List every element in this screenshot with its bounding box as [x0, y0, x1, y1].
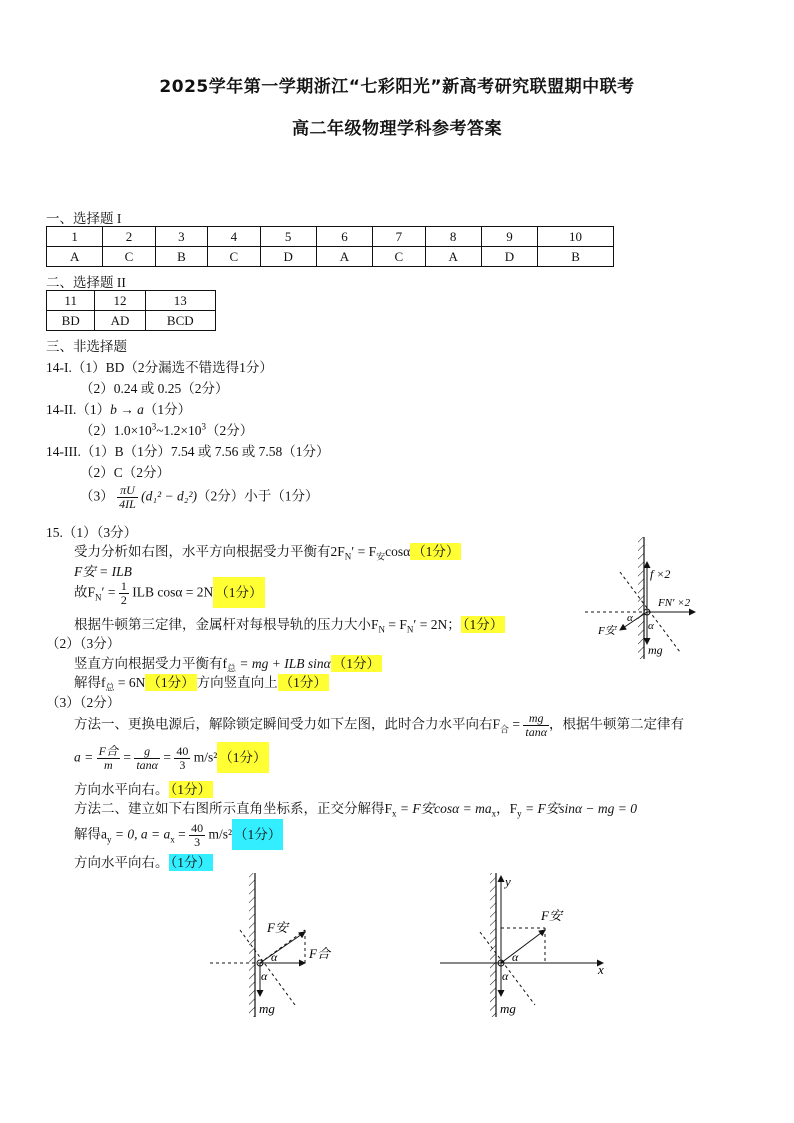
label-alpha: α: [261, 969, 268, 983]
denominator: tanα: [525, 725, 548, 739]
part2-number-row: [47, 291, 216, 311]
subscript: N: [378, 624, 386, 635]
label-fan: F安: [598, 625, 616, 637]
label-y: y: [505, 874, 511, 889]
text-segment: =: [163, 749, 171, 765]
text-segment: 方向水平向右。: [74, 782, 169, 797]
q14-3-line3: [80, 484, 319, 511]
q15-3-line3: [74, 778, 213, 798]
label-x: x: [598, 962, 604, 977]
force-diagram-axes: [435, 870, 615, 1020]
denominator: 3: [179, 758, 186, 772]
text-segment: =: [174, 826, 186, 842]
label-alpha: α: [512, 950, 519, 964]
table-cell: 1: [47, 227, 103, 247]
label-fn2: FN′ ×2: [658, 597, 691, 609]
table-cell: C: [373, 247, 425, 267]
text-segment: = F: [385, 617, 407, 632]
ampere-force-arrow: [260, 932, 305, 963]
table-cell: BCD: [145, 311, 215, 331]
table-cell: 6: [316, 227, 372, 247]
q14-2-line2: [80, 419, 253, 439]
text-segment: ILB cosα = 2N: [132, 584, 214, 600]
text-segment: 受力分析如右图，水平方向根据受力平衡有2F: [74, 544, 345, 559]
text-segment: 竖直方向根据受力平衡有f: [74, 656, 227, 671]
label-fhe: F合: [309, 946, 330, 961]
fraction: [117, 484, 138, 511]
numerator: g: [134, 745, 160, 759]
part3-heading: 三、非选择题: [46, 339, 127, 354]
table-cell: 10: [538, 227, 614, 247]
table-cell: 7: [373, 227, 425, 247]
q15-3-line4: [74, 797, 637, 819]
exam-title: 2025学年第一学期浙江“七彩阳光”新高考研究联盟期中联考: [159, 77, 635, 97]
score-badge: （1分）: [213, 577, 264, 608]
denominator: m: [103, 758, 113, 772]
normal-dashed: [240, 930, 295, 1005]
part1-number-row: [47, 227, 614, 247]
numerator: 40: [176, 744, 189, 758]
table-cell: D: [260, 247, 316, 267]
q15-2-head: （2）（3分）: [46, 636, 121, 651]
subscript: N: [406, 624, 414, 635]
subscript: N: [95, 592, 102, 603]
text-segment: 故F: [74, 584, 96, 600]
score-badge: （1分）: [332, 656, 380, 671]
text-segment: =: [123, 749, 131, 765]
q15-3-head: （3）（2分）: [46, 695, 121, 710]
fraction: [189, 822, 205, 849]
label-fan: F安: [541, 908, 562, 923]
subscript: y: [517, 808, 522, 819]
score-badge: （1分）: [462, 617, 504, 632]
score-badge: （1分）: [170, 855, 211, 870]
denominator: tanα: [136, 758, 158, 772]
table-cell: 11: [47, 291, 95, 311]
table-cell: AD: [95, 311, 145, 331]
score-badge: （1分）: [232, 819, 283, 850]
math-expression: = 0, a = a: [111, 826, 171, 842]
subscript: 总: [227, 663, 237, 674]
q14-1-line1: 14-I.（1）BD（2分漏选不错选得1分）: [46, 360, 273, 375]
numerator: 1: [120, 579, 127, 593]
table-cell: 8: [425, 227, 481, 247]
wall-hatch: [249, 873, 255, 1017]
part2-heading: 二、选择题 II: [46, 275, 126, 290]
q14-1-line2: （2）0.24 或 0.25（2分）: [80, 381, 229, 396]
denominator: 3: [194, 835, 201, 849]
part1-table: [46, 226, 614, 267]
exponent: 3: [151, 421, 157, 432]
label-mg: mg: [648, 643, 663, 657]
label-alpha: α: [648, 620, 654, 632]
table-cell: B: [155, 247, 207, 267]
fraction: [174, 745, 190, 772]
denominator: 2: [120, 593, 127, 607]
table-cell: 3: [155, 227, 207, 247]
math-expression: = F安sinα − mg = 0: [521, 801, 638, 816]
subscript: y: [107, 834, 112, 845]
q15-1-line3: [74, 580, 265, 607]
text-segment: （2）1.0×10: [80, 423, 152, 438]
table-cell: A: [425, 247, 481, 267]
subscript: x: [392, 808, 397, 819]
table-cell: 12: [95, 291, 145, 311]
subscript: x: [170, 834, 175, 845]
text-segment: 方法二、建立如下右图所示直角坐标系，正交分解得F: [74, 801, 393, 816]
numerator: F合: [98, 744, 118, 758]
subscript: N: [344, 551, 352, 562]
q15-1-line2: F安 = ILB: [74, 564, 132, 579]
label-alpha: α: [502, 969, 509, 983]
part1-heading: 一、选择题 I: [46, 211, 122, 226]
denominator: 4IL: [119, 497, 136, 511]
score-badge: （1分）: [147, 675, 195, 690]
text-segment: 根据牛顿第三定律，金属杆对每根导轨的压力大小F: [74, 617, 379, 632]
score-badge: （1分）: [412, 544, 460, 559]
text-segment: ~1.2×10: [156, 423, 202, 438]
text-segment: m/s²: [208, 826, 233, 842]
table-cell: C: [103, 247, 155, 267]
text-segment: （1分）: [143, 402, 192, 417]
text-segment: 14-II.（1）: [46, 402, 111, 417]
label-fan: F安: [267, 920, 288, 935]
text-segment: 解得f: [74, 675, 106, 690]
q15-1-line1: [74, 540, 461, 563]
table-cell: B: [538, 247, 614, 267]
force-diagram-left: [205, 870, 355, 1020]
table-cell: BD: [47, 311, 95, 331]
table-cell: 5: [260, 227, 316, 247]
score-badge: （1分）: [217, 742, 268, 773]
text-segment: ，根据牛顿第二定律有: [549, 716, 685, 732]
wall-hatch: [490, 873, 496, 1017]
fraction: [523, 712, 549, 739]
exponent: 3: [201, 421, 207, 432]
numerator: mg: [523, 712, 549, 726]
math-expression: = mg + ILB sinα: [236, 656, 331, 671]
text-segment: （2分）小于（1分）: [197, 488, 319, 504]
table-cell: D: [481, 247, 537, 267]
text-segment: 方向竖直向上: [196, 675, 278, 690]
label-alpha: α: [627, 612, 633, 624]
text-segment: 方向水平向右。: [74, 855, 169, 870]
part2-table: [46, 290, 216, 331]
label-mg: mg: [259, 1001, 275, 1016]
table-cell: 4: [208, 227, 260, 247]
fraction: [119, 580, 129, 607]
subscript: 安: [376, 551, 386, 562]
subscript: x: [491, 808, 497, 819]
q15-3-line5: [74, 822, 283, 849]
ampere-force-arrow: [501, 930, 545, 963]
part2-answer-row: [47, 311, 216, 331]
table-cell: A: [47, 247, 103, 267]
math-expression: (d₁² − d₂²): [141, 488, 198, 504]
numerator: 40: [191, 821, 204, 835]
text-segment: ，F: [496, 801, 518, 816]
q15-3-line1: [74, 712, 684, 739]
table-cell: 9: [481, 227, 537, 247]
text-segment: 解得a: [74, 826, 107, 842]
subscript: 合: [500, 724, 510, 735]
q15-3-line2: [74, 745, 269, 772]
force-diagram-right: [580, 532, 710, 662]
math-expression: a =: [74, 749, 94, 765]
q15-head: 15.（1）（3分）: [46, 525, 138, 540]
text-segment: ′ =: [101, 584, 116, 600]
label-alpha: α: [271, 950, 278, 964]
fraction: [97, 745, 120, 772]
text-segment: = 6N: [114, 675, 146, 690]
numerator: πU: [117, 484, 138, 498]
math-expression: = F安cosα = ma: [396, 801, 492, 816]
part1-answer-row: [47, 247, 614, 267]
q14-2-line1: [46, 398, 191, 418]
text-segment: m/s²: [193, 749, 218, 765]
text-segment: ′ = 2N；: [413, 617, 461, 632]
score-badge: （1分）: [170, 782, 211, 797]
score-badge: （1分）: [279, 675, 327, 690]
text-segment: 方法一、更换电源后，解除锁定瞬间受力如下左图，此时合力水平向右F: [74, 716, 501, 732]
subscript: 总: [105, 682, 115, 693]
q15-1-line4: [74, 613, 505, 635]
q15-3-line6: [74, 851, 213, 871]
text-segment: cosα: [385, 544, 411, 559]
table-cell: A: [316, 247, 372, 267]
q14-3-line2: （2）C（2分）: [80, 465, 171, 480]
text-segment: （2分）: [206, 423, 254, 438]
text-segment: ′ = F: [351, 544, 377, 559]
q14-3-line1: 14-III.（1）B（1分）7.54 或 7.56 或 7.58（1分）: [46, 444, 330, 459]
exam-subtitle: 高二年级物理学科参考答案: [292, 119, 502, 139]
table-cell: C: [208, 247, 260, 267]
text-segment: =: [509, 716, 521, 732]
text-segment: （3）: [80, 488, 114, 504]
table-cell: 2: [103, 227, 155, 247]
label-mg: mg: [500, 1001, 516, 1016]
table-cell: 13: [145, 291, 215, 311]
fraction: [134, 745, 160, 772]
math-expression: b → a: [110, 402, 144, 417]
label-f2: f ×2: [650, 567, 671, 581]
